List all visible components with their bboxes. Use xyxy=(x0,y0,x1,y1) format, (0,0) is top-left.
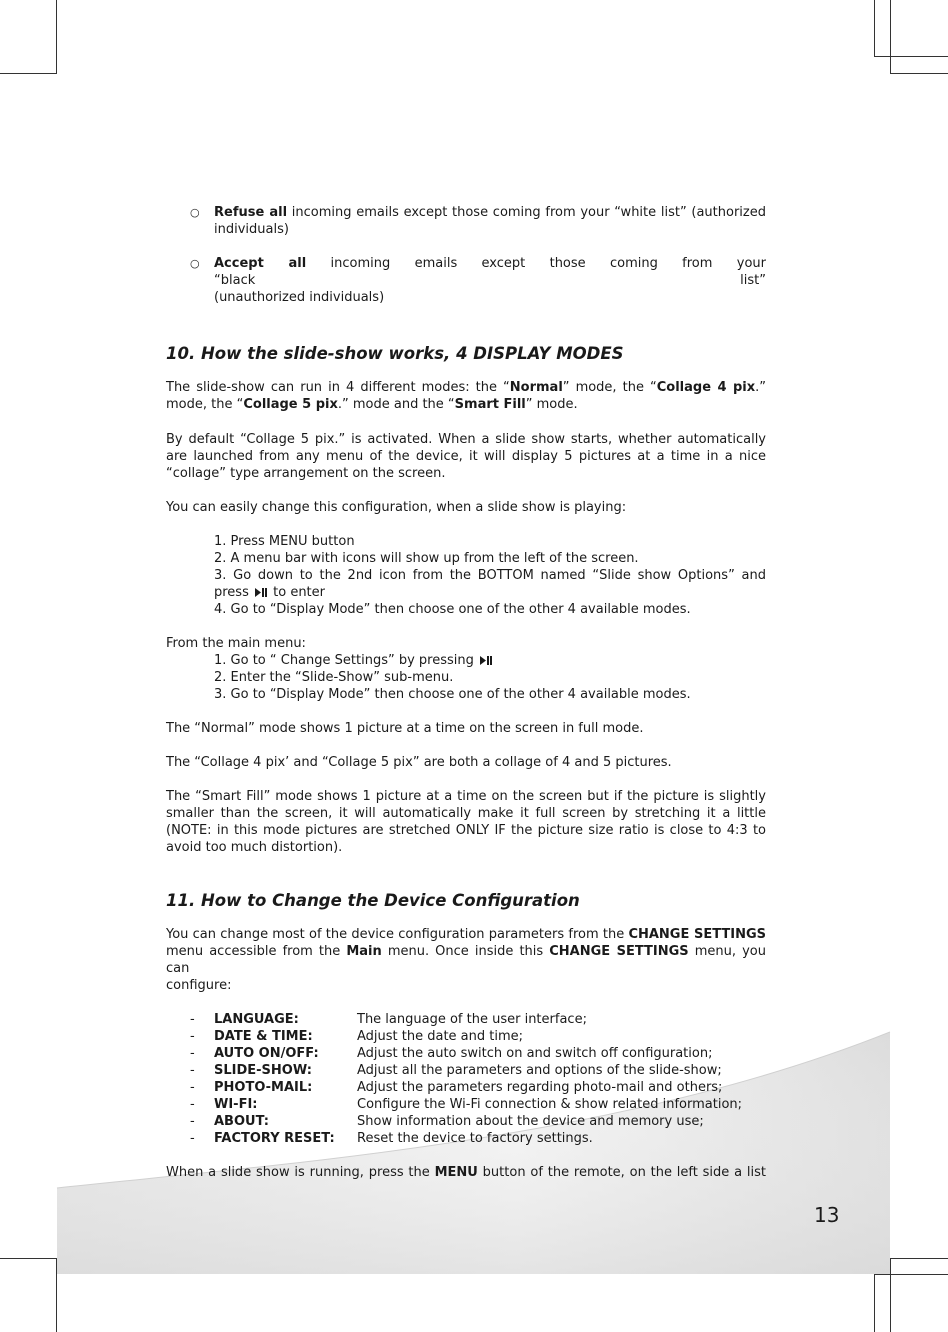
config-item-auto-on-off: - AUTO ON/OFF: Adjust the auto switch on and switch off configuration; xyxy=(190,1046,713,1061)
page-content: ○ Refuse all incoming emails except those coming from your “white list” (authorized individuals) ○ Accept all incoming emails except those coming from your “black list” (unauthorized individuals) 10. How the slide-show works, 4 DISPLAY MODES The slide-show can run in 4 different modes: the “Normal” mode, the “Collage 4 pix.” mode, the “Collage 5 pix.” mode and the “Smart Fill” mode. By default “Collage 5 pix.” is activated. When a slide show starts, whether automatically are launched from any menu of the device, it will display 5 pictures at a time in a nice “collage” type arrangement on the screen. You can easily change this configuration, when a slide show is playing: 1. Press MENU button 2. A menu bar with icons will show up from the left of the screen. 3. Go down to the 2nd icon from the BOTTOM named “Slide show Options” and press to enter 4. Go to “Display Mode” then choose one of the other 4 available modes. From the main menu: 1. Go to “ Change Settings” by pressing 2. Enter the “Slide-Show” sub-menu. 3. Go to “Display Mode” then choose one of the other 4 available modes. The “Normal” mode shows 1 picture at a time on the screen in full mode. The “Collage 4 pix’ and “Collage 5 pix” are both a collage of 4 and 5 pictures. The “Smart Fill” mode shows 1 picture at a time on the screen but if the picture is slightly smaller than the screen, it will automatically make it full screen by stretching it a little (NOTE: in this mode pictures are stretched ONLY IF the picture size ratio is close to 4:3 to avoid too much distortion). 11. How to Change the Device Configuration You can change most of the device configuration parameters from the CHANGE SETTINGS menu accessible from the Main menu. Once inside this CHANGE SETTINGS menu, you can configure: - LANGUAGE: The language of the user interface; - DATE & TIME: Adjust the date and time; - AUTO ON/OFF: Adjust the auto switch on and switch off configuration; - SLIDE-SHOW: Adjust all the parameters and options of the slide-show; - PHOTO-MAIL: Adjust the parameters regarding photo-mail and others; - WI-FI: Configure the Wi-Fi connection & show related information; - ABOUT: Show information about the device and memory use; - FACTORY RESET: Reset the device to factory settings. When a slide show is running, press the MENU button of the remote, on the left side a list xyxy=(166,205,767,1180)
bullet-accept-all: ○ Accept all incoming emails except those coming from your “black list” (unauthorized individuals) xyxy=(190,256,766,305)
play-pause-icon xyxy=(255,588,267,597)
config-item-photo-mail: - PHOTO-MAIL: Adjust the parameters regarding photo-mail and others; xyxy=(190,1080,723,1095)
play-pause-icon xyxy=(480,656,492,665)
circle-bullet-icon: ○ xyxy=(190,206,200,219)
section-11-heading: 11. How to Change the Device Configuration xyxy=(166,891,580,910)
collage-mode-paragraph: The “Collage 4 pix’ and “Collage 5 pix” are both a collage of 4 and 5 pictures. xyxy=(166,755,672,770)
slideshow-steps: 1. Press MENU button 2. A menu bar with icons will show up from the left of the screen. 3. Go down to the 2nd icon from the BOTTOM named “Slide show Options” and press to enter 4. Go to “Display Mode” then choose one of the other 4 available modes. xyxy=(214,534,766,617)
modes-paragraph: The slide-show can run in 4 different modes: the “Normal” mode, the “Collage 4 pix.” xyxy=(166,380,766,395)
config-item-language: - LANGUAGE: The language of the user interface; xyxy=(190,1012,587,1027)
closing-paragraph: When a slide show is running, press the MENU button of the remote, on the left side a list xyxy=(166,1165,766,1180)
page-number: 13 xyxy=(814,1203,840,1227)
config-item-wi-fi: - WI-FI: Configure the Wi-Fi connection & show related information; xyxy=(190,1097,743,1112)
config-item-slide-show: - SLIDE-SHOW: Adjust all the parameters and options of the slide-show; xyxy=(190,1063,722,1078)
config-item-about: - ABOUT: Show information about the device and memory use; xyxy=(190,1114,704,1129)
main-menu-steps: 1. Go to “ Change Settings” by pressing 2. Enter the “Slide-Show” sub-menu. 3. Go to “Display Mode” then choose one of the other 4 available modes. xyxy=(214,653,691,702)
normal-mode-paragraph: The “Normal” mode shows 1 picture at a time on the screen in full mode. xyxy=(166,721,644,736)
default-paragraph: By default “Collage 5 pix.” is activated. When a slide show starts, whether automatically are launched from any menu of the device, it will display 5 pictures at a time in a nice “collage” type arrangement on the screen. xyxy=(166,432,766,481)
circle-bullet-icon: ○ xyxy=(190,257,200,270)
section-10-heading: 10. How the slide-show works, 4 DISPLAY MODES xyxy=(166,344,624,363)
config-item-date-time: - DATE & TIME: Adjust the date and time; xyxy=(190,1029,524,1044)
change-config-paragraph: You can easily change this configuration, when a slide show is playing: xyxy=(166,500,627,515)
config-list xyxy=(166,1011,766,1147)
bullet-refuse-all: ○ Refuse all incoming emails except those coming from your “white list” (authorized individuals) xyxy=(190,205,766,237)
config-item-factory-reset: - FACTORY RESET: Reset the device to factory settings. xyxy=(190,1131,593,1146)
config-intro-paragraph: You can change most of the device configuration parameters from the CHANGE SETTINGS menu accessible from the Main menu. Once inside this CHANGE SETTINGS menu, you can configure: xyxy=(166,927,767,993)
main-menu-label: From the main menu: xyxy=(166,636,306,651)
smart-fill-paragraph: The “Smart Fill” mode shows 1 picture at a time on the screen but if the picture is slightly smaller than the screen, it will automatically make it full screen by stretching it a little (NOTE: in this mode pictures are stretched ONLY IF the picture size ratio is close to 4:3 to avoid too much distortion). xyxy=(166,789,766,855)
